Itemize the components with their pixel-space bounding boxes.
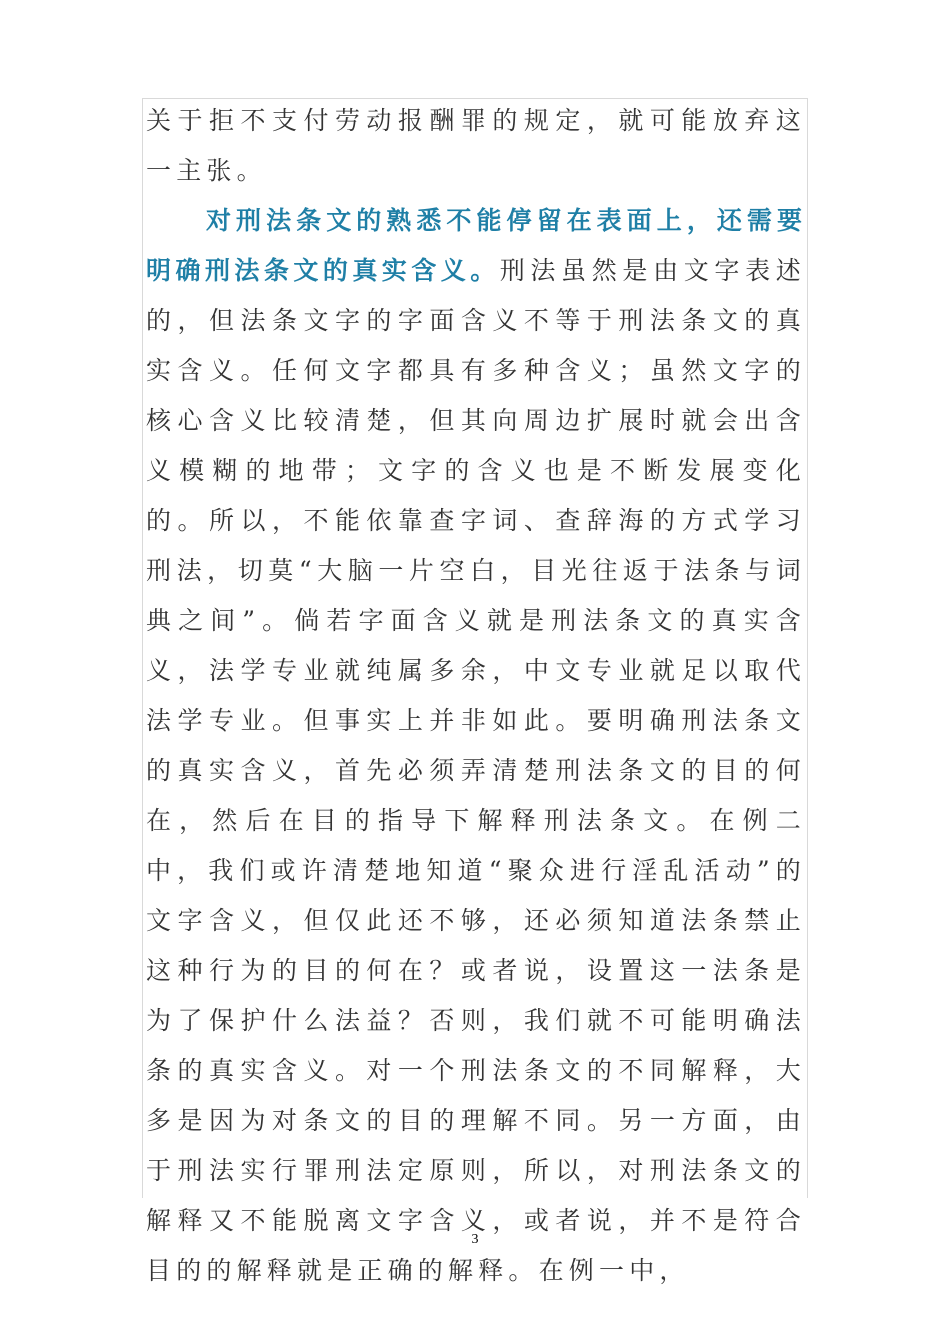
page-number: 3 [471, 1232, 479, 1247]
paragraph [146, 96, 806, 196]
emphasized-sentence: 对刑法条文的熟悉不能停留在表面上，还需要明确刑法条文的真实含义。 [146, 206, 806, 285]
paragraph-text: 关于拒不支付劳动报酬罪的规定，就可能放弃这一主张。 [146, 106, 806, 185]
paragraph-text: 刑法虽然是由文字表述的，但法条文字的字面含义不等于刑法条文的真实含义。任何文字都具有多种含义；虽然文字的核心含义比较清楚，但其向周边扩展时就会出含义模糊的地带；文字的含义也是不断发展变化的。所以，不能依靠查字词、查辞海的方式学习刑法，切莫“大脑一片空白，目光往返于法条与词典之间”。倘若字面含义就是刑法条文的真实含义，法学专业就纯属多余，中文专业就足以取代法学专业。但事实上并非如此。要明确刑法条文的真实含义，首先必须弄清楚刑法条文的目的何在，然后在目的指导下解释刑法条文。在例二中，我们或许清楚地知道“聚众进行淫乱活动”的文字含义，但仅此还不够，还必须知道法条禁止这种行为的目的何在？或者说，设置这一法条是为了保护什么法益？否则，我们就不可能明确法条的真实含义。对一个刑法条文的不同解释，大多是因为对条文的目的理解不同。另一方面，由于刑法实行罪刑法定原则，所以，对刑法条文的解释又不能脱离文字含义，或者说，并不是符合目的的解释就是正确的解释。在例一中， [146, 256, 806, 1285]
document-body [146, 96, 806, 1296]
paragraph [146, 196, 806, 1296]
